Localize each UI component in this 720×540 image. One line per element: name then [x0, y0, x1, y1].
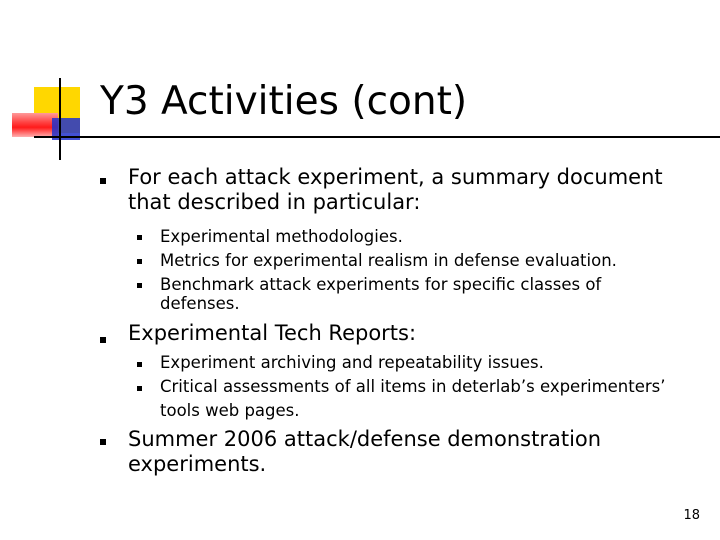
bullet-marker [100, 178, 106, 184]
bullet-item-1-line-2: that described in particular: [128, 190, 421, 214]
sub-bullet-marker [137, 362, 142, 367]
bullet-item-1-line-1: For each attack experiment, a summary document [128, 165, 663, 189]
sub-item-1-3-line-1: Benchmark attack experiments for specific classes of [160, 275, 602, 294]
sub-bullet-marker [137, 283, 142, 288]
vertical-rule [59, 78, 61, 160]
slide-title: Y3 Activities (cont) [100, 79, 468, 124]
sub-bullet-marker [137, 235, 142, 240]
sub-item-1-1: Experimental methodologies. [160, 227, 403, 246]
sub-item-2-1: Experiment archiving and repeatability issues. [160, 353, 544, 372]
bullet-item-3-line-2: experiments. [128, 452, 267, 476]
sub-item-2-2-line-2: tools web pages. [160, 401, 300, 420]
bullet-item-3-line-1: Summer 2006 attack/defense demonstration [128, 427, 602, 451]
sub-item-1-3-line-2: defenses. [160, 294, 240, 313]
bullet-marker [100, 337, 106, 343]
bullet-marker [100, 439, 106, 445]
sub-item-2-2-line-1: Critical assessments of all items in deterlab’s experimenters’ [160, 377, 666, 396]
title-underline-rule [34, 136, 720, 138]
bullet-item-2-line-1: Experimental Tech Reports: [128, 321, 417, 345]
page-number: 18 [683, 508, 700, 523]
sub-bullet-marker [137, 259, 142, 264]
sub-bullet-marker [137, 386, 142, 391]
sub-item-1-2: Metrics for experimental realism in defense evaluation. [160, 251, 617, 270]
